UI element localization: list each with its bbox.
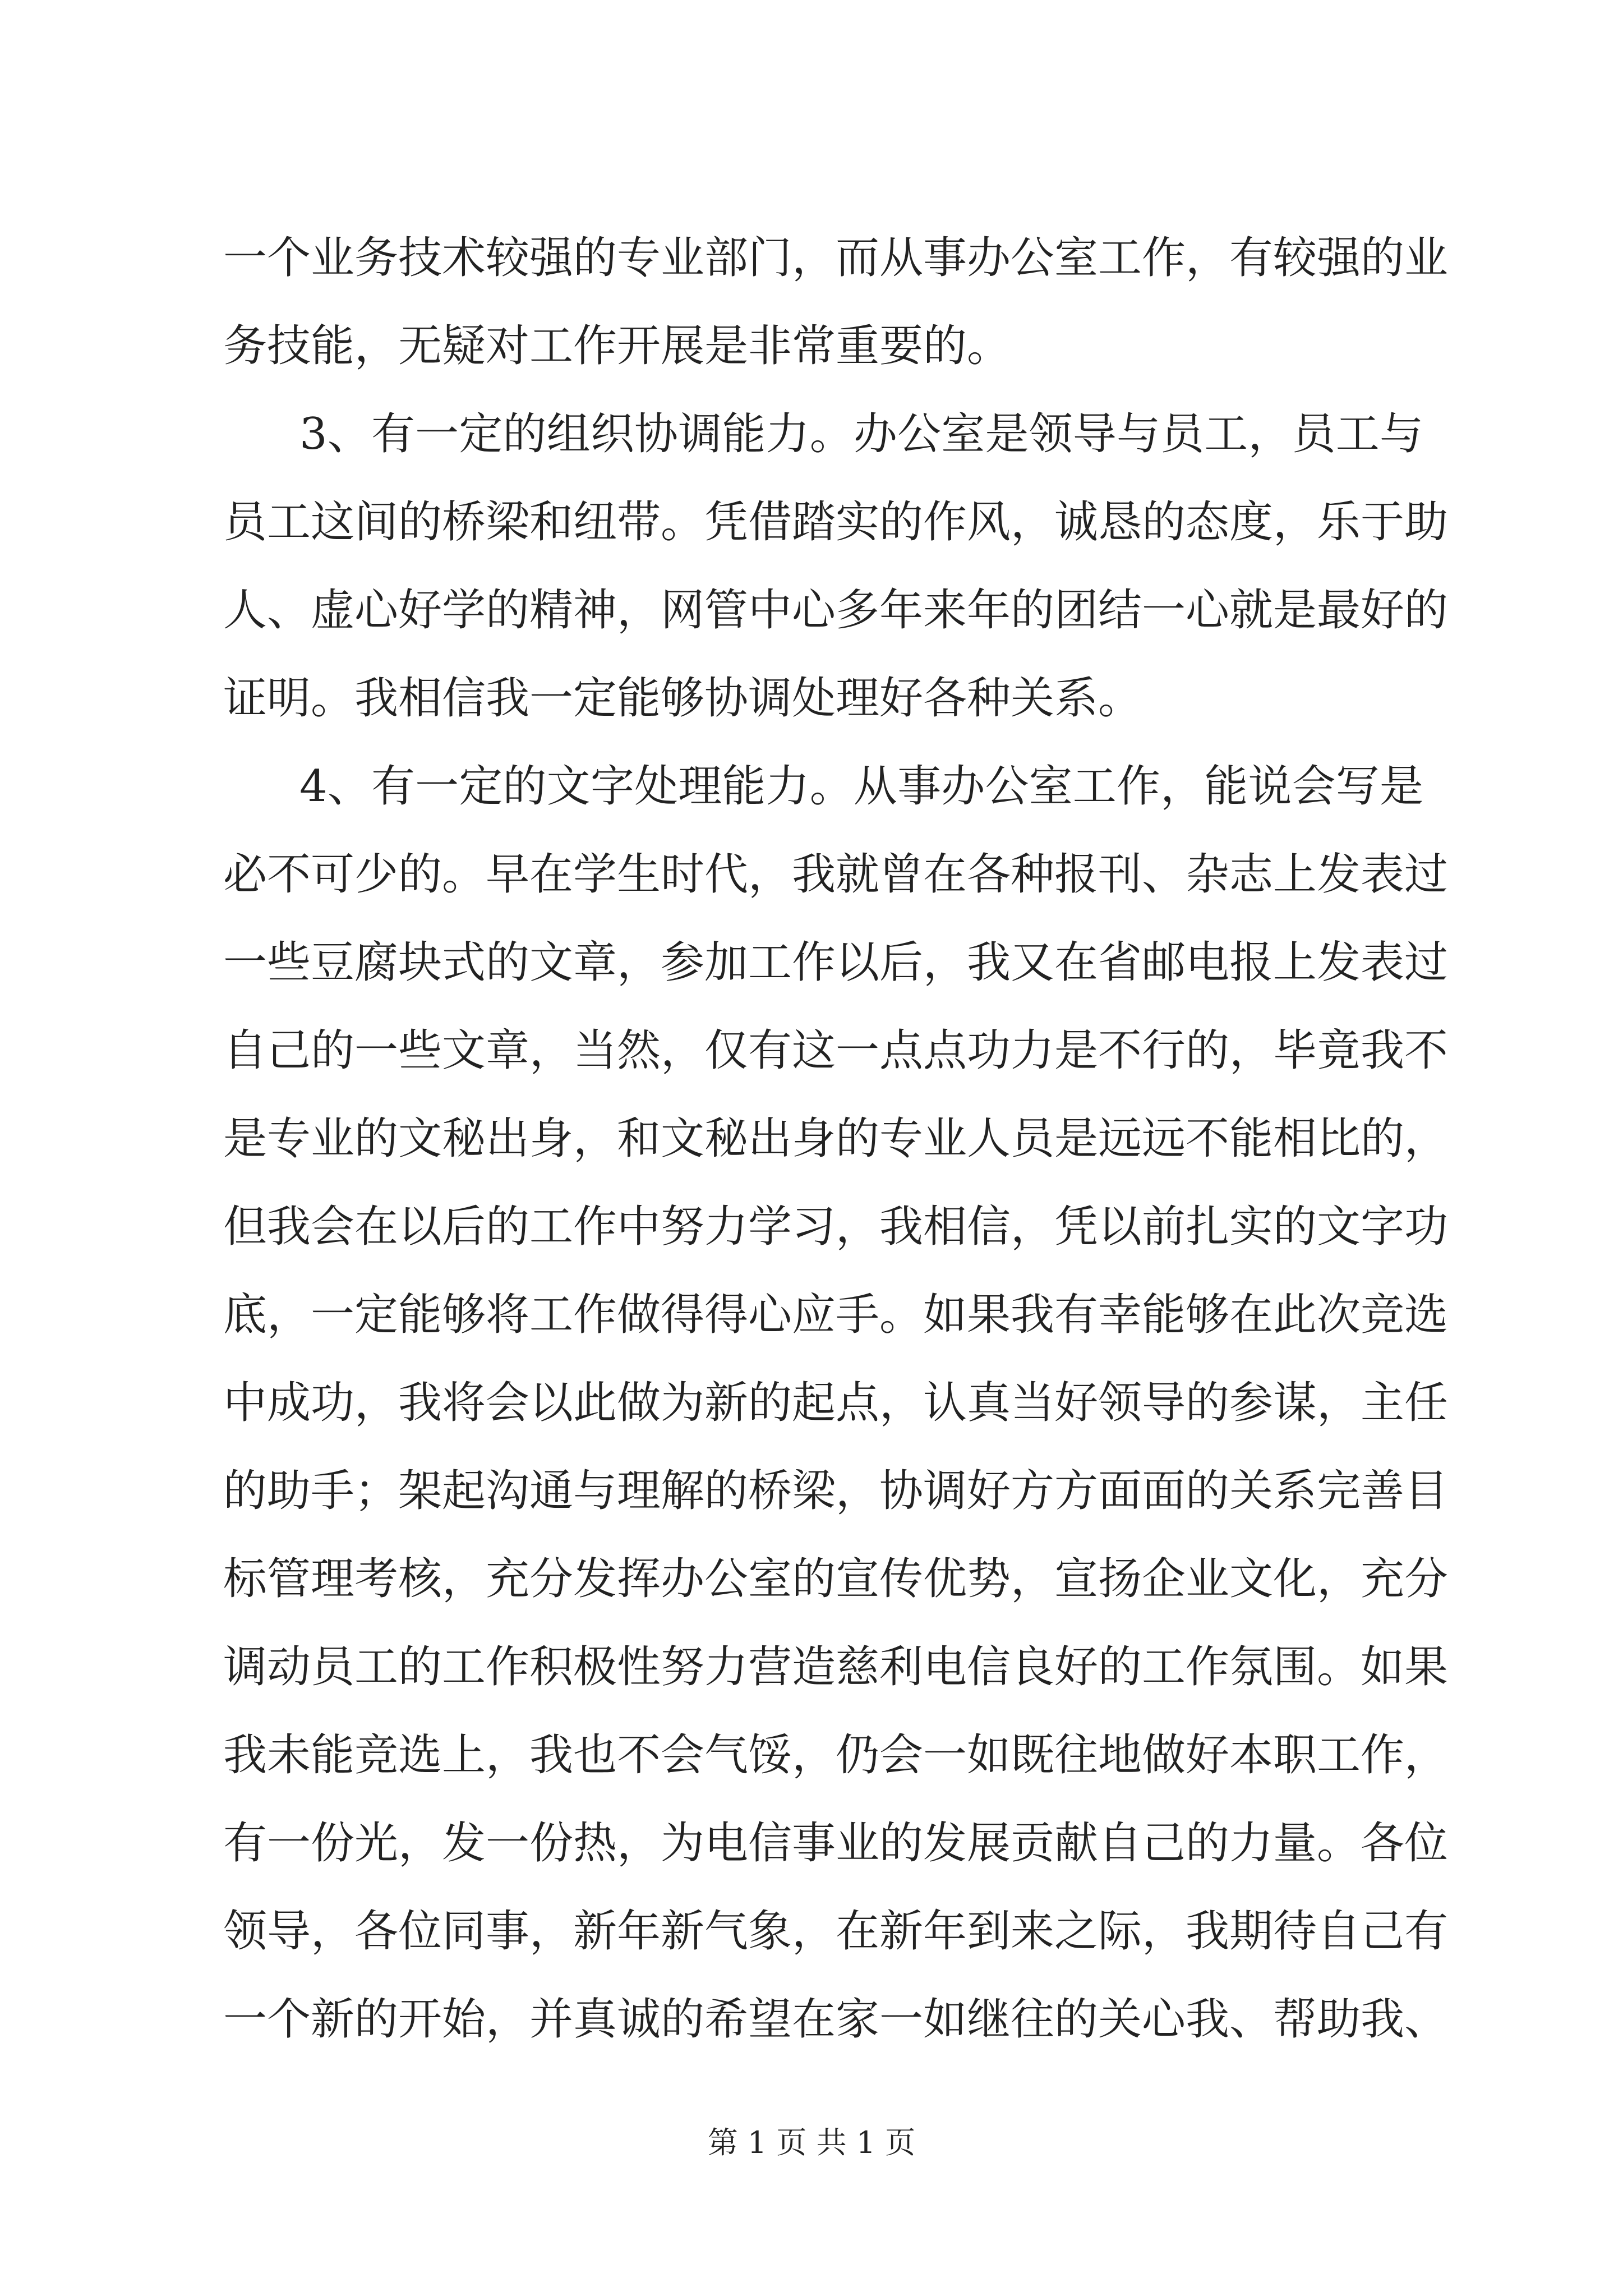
text-line-4: 员工这间的桥梁和纽带。凭借踏实的作风，诚恳的态度，乐于助 <box>223 497 1449 547</box>
text-line-19: 有一份光，发一份热，为电信事业的发展贡献自己的力量。各位 <box>223 1818 1449 1869</box>
text-line-8: 必不可少的。早在学生时代，我就曾在各种报刊、杂志上发表过 <box>223 849 1449 900</box>
text-line-15: 的助手；架起沟通与理解的桥梁，协调好方方面面的关系完善目 <box>223 1466 1449 1516</box>
text-line-12: 但我会在以后的工作中努力学习，我相信，凭以前扎实的文字功 <box>223 1202 1449 1252</box>
text-line-18: 我未能竞选上，我也不会气馁，仍会一如既往地做好本职工作， <box>223 1730 1449 1780</box>
text-line-1: 一个业务技术较强的专业部门，而从事办公室工作，有较强的业 <box>223 233 1449 283</box>
text-line-9: 一些豆腐块式的文章，参加工作以后，我又在省邮电报上发表过 <box>223 937 1449 988</box>
text-line-17: 调动员工的工作积极性努力营造慈利电信良好的工作氛围。如果 <box>223 1642 1449 1692</box>
text-line-14: 中成功，我将会以此做为新的起点，认真当好领导的参谋，主任 <box>223 1378 1449 1428</box>
text-line-10: 自己的一些文章，当然，仅有这一点点功力是不行的，毕竟我不 <box>223 1025 1449 1076</box>
text-line-16: 标管理考核，充分发挥办公室的宣传优势，宣扬企业文化，充分 <box>223 1554 1449 1604</box>
text-line-13: 底，一定能够将工作做得得心应手。如果我有幸能够在此次竞选 <box>223 1290 1449 1340</box>
text-line-21: 一个新的开始，并真诚的希望在家一如继往的关心我、帮助我、 <box>223 1994 1449 2045</box>
text-line-2: 务技能，无疑对工作开展是非常重要的。 <box>223 321 1011 371</box>
text-line-5: 人、虚心好学的精神，网管中心多年来年的团结一心就是最好的 <box>223 585 1449 636</box>
text-line-11: 是专业的文秘出身，和文秘出身的专业人员是远远不能相比的， <box>223 1114 1449 1164</box>
text-line-20: 领导，各位同事，新年新气象，在新年到来之际，我期待自己有 <box>223 1906 1449 1957</box>
page-number-footer: 第 1 页 共 1 页 <box>707 2125 916 2160</box>
text-line-3: 3、有一定的组织协调能力。办公室是领导与员工，员工与 <box>299 409 1423 459</box>
text-line-7: 4、有一定的文字处理能力。从事办公室工作，能说会写是 <box>299 761 1423 812</box>
text-line-6: 证明。我相信我一定能够协调处理好各种关系。 <box>223 673 1142 724</box>
